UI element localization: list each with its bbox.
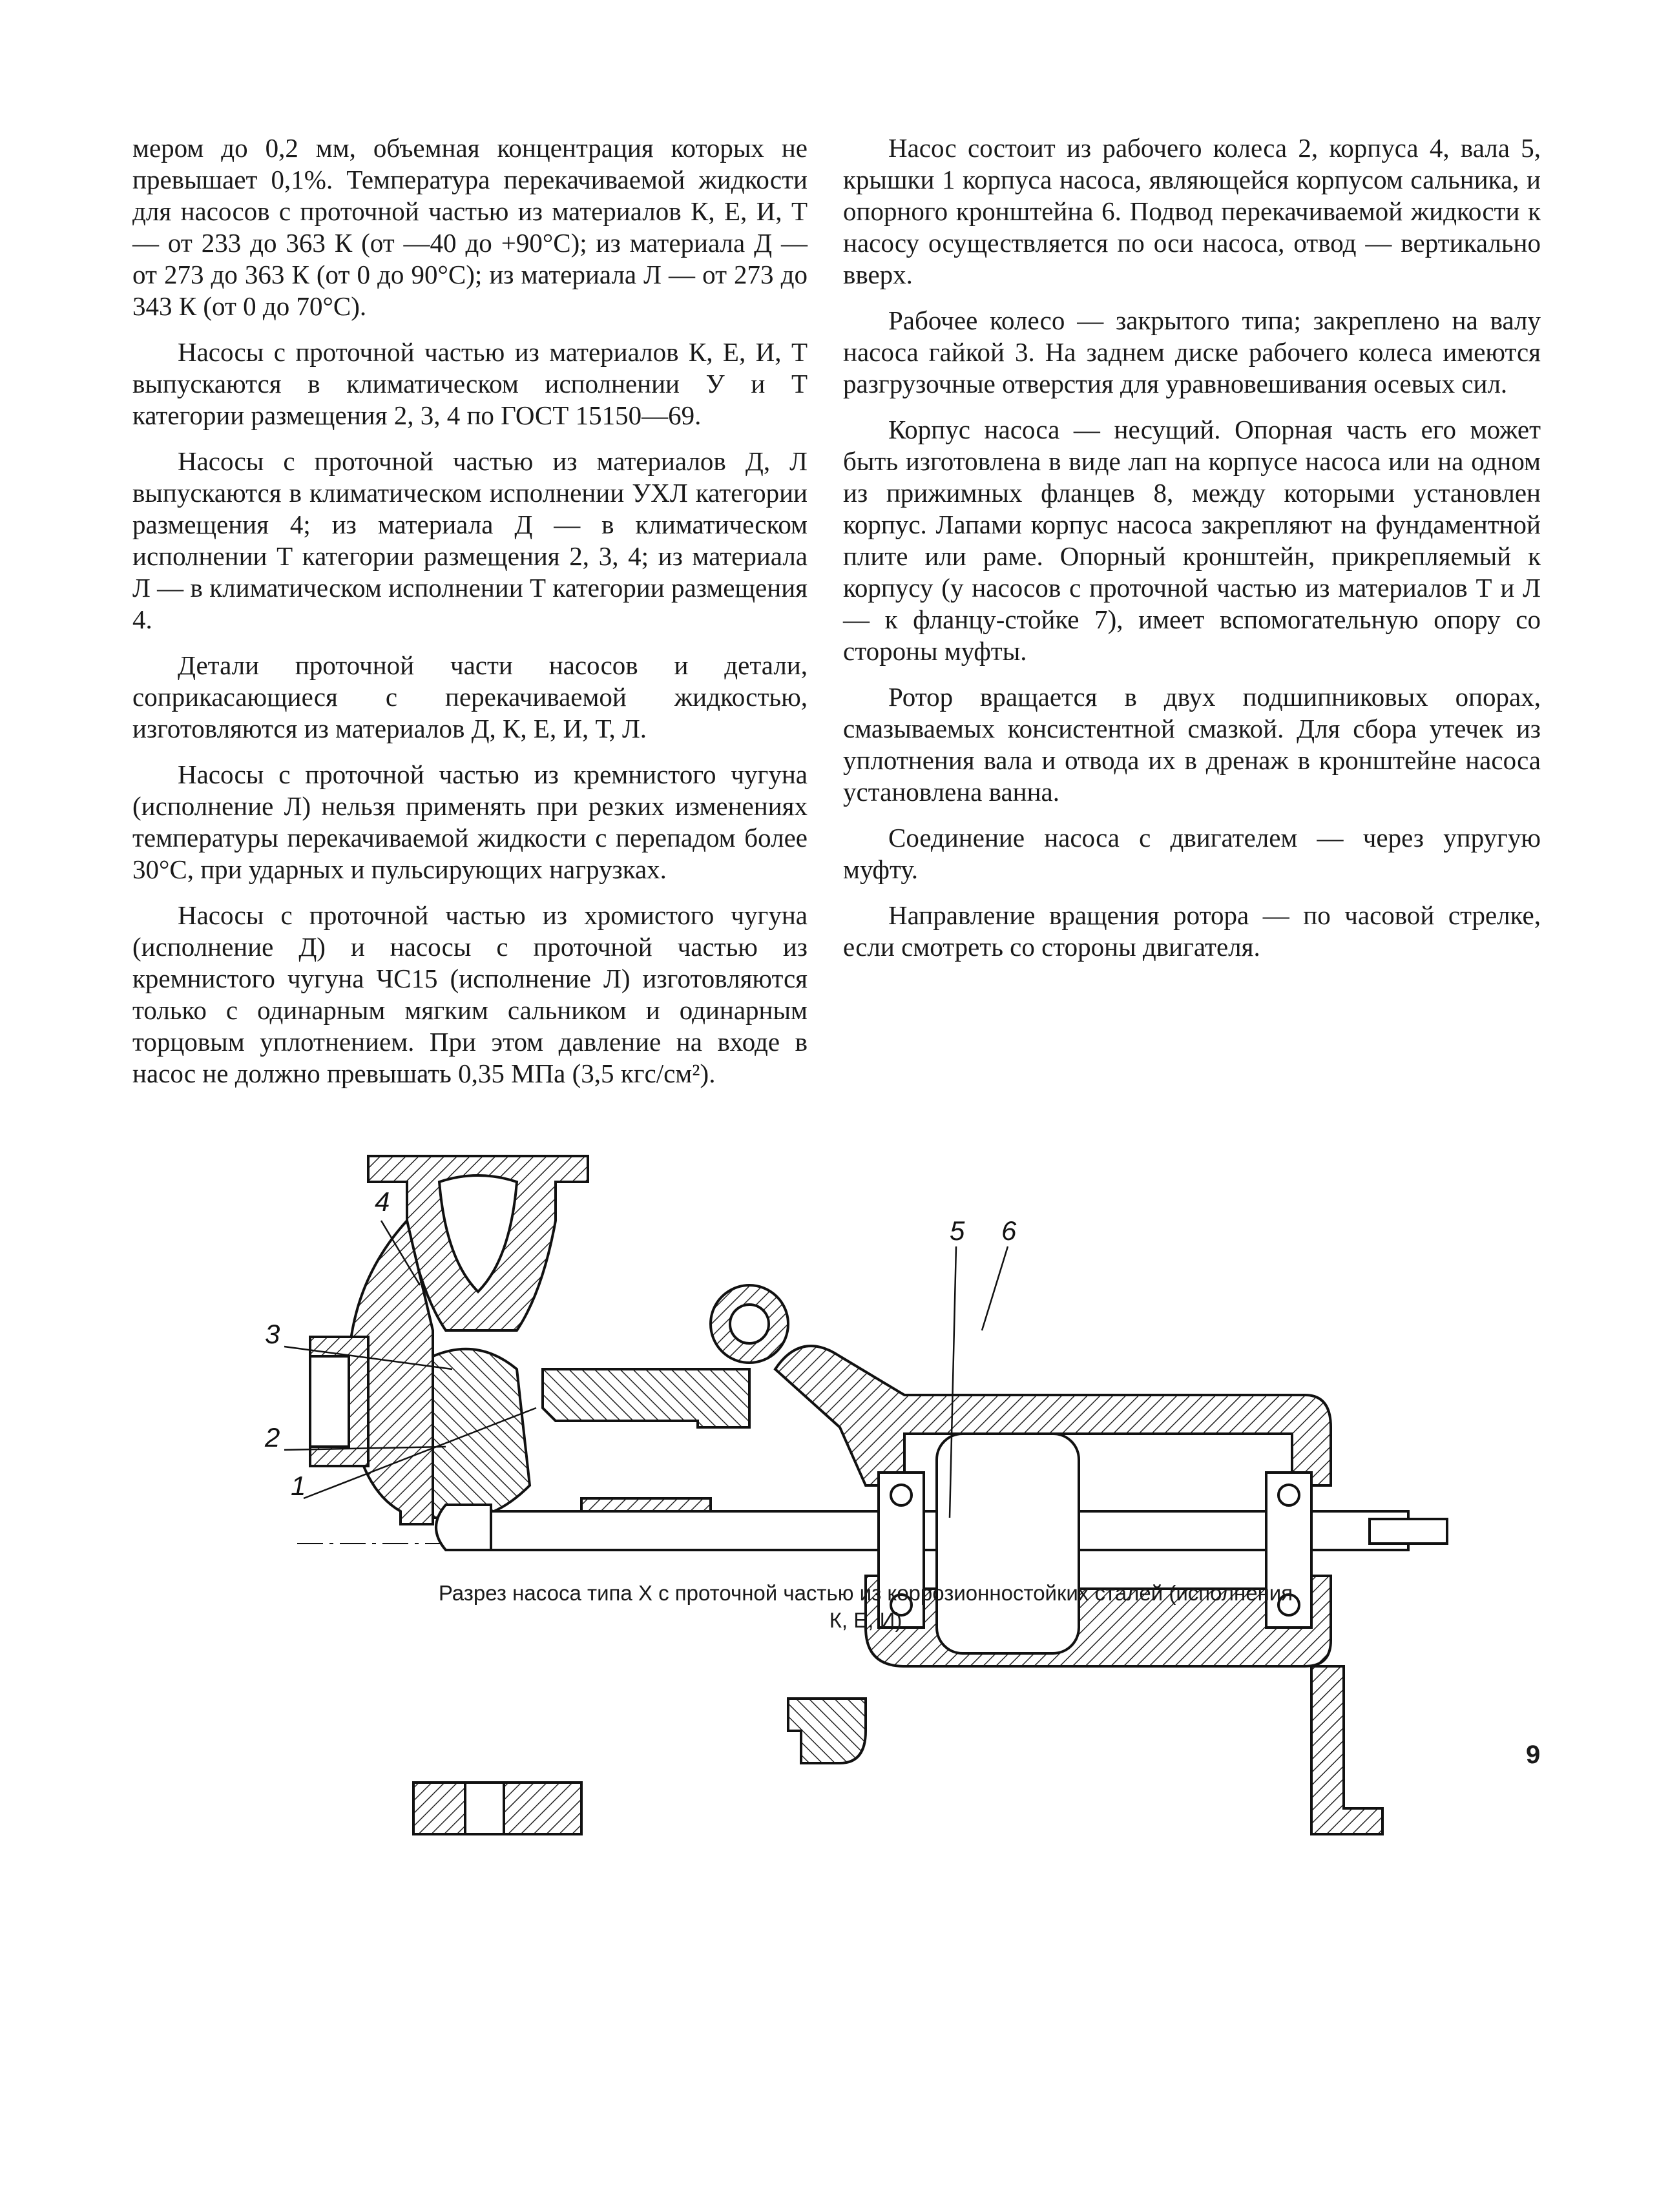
- paragraph: Насосы с проточной частью из материалов К, Е, И, Т выпускаются в климатическом исполнении У и Т категории размещения 2, 3, 4 по ГОСТ 15150—69.: [132, 337, 808, 430]
- page-number: 9: [1526, 1741, 1541, 1769]
- paragraph: Ротор вращается в двух подшипниковых опорах, смазываемых консистентной смазкой. Для сбора утечек из уплотнения вала и отвода их в дренаж в кронштейне насоса установлена ванна.: [843, 682, 1541, 807]
- callout-2: 2: [265, 1422, 280, 1452]
- paragraph: Насосы с проточной частью из материалов Д, Л выпускаются в климатическом исполнении УХЛ категории размещения 4; из материала Д — в климатическом исполнении Т категории размещения 2, 3, 4; из материала Л — в климатическом исполнении Т категории размещения 4.: [132, 446, 808, 634]
- paragraph: Детали проточной части насосов и детали, соприкасающиеся с перекачиваемой жидкостью, изготовляются из материалов Д, К, Е, И, Т, Л.: [132, 650, 808, 743]
- callout-6: 6: [1001, 1215, 1017, 1246]
- caption-line-1: Разрез насоса типа Х с проточной частью из коррозионностойких сталей (исполнения: [438, 1581, 1293, 1605]
- paragraph: Рабочее колесо — закрытого типа; закреплено на валу насоса гайкой 3. На заднем диске рабочего колеса имеются разгрузочные отверстия для уравновешивания осевых сил.: [843, 305, 1541, 398]
- paragraph: Насос состоит из рабочего колеса 2, корпуса 4, вала 5, крышки 1 корпуса насоса, являющейся корпусом сальника, и опорного кронштейна 6. Подвод перекачиваемой жидкости к насосу осуществляется по оси насоса, отвод — вертикально вверх.: [843, 133, 1541, 289]
- callout-1: 1: [291, 1471, 306, 1501]
- callout-5: 5: [950, 1215, 965, 1246]
- paragraph: Корпус насоса — несущий. Опорная часть его может быть изготовлена в виде лап на корпусе насоса или на одном из прижимных фланцев 8, между которыми установлен корпус. Лапами корпус насоса закрепляют на фундаментной плите или раме. Опорный кронштейн, прикрепляемый к корпусу (у насосов с проточной частью из материалов Т и Л — к фланцу-стойке 7), имеет вспомогательную опору со стороны муфты.: [843, 415, 1541, 666]
- paragraph: Насосы с проточной частью из кремнистого чугуна (исполнение Л) нельзя применять при резких изменениях температуры перекачиваемой жидкости с перепадом более 30°С, при ударных и пульсирующих нагрузках.: [132, 760, 808, 884]
- figure-caption: [278, 1580, 1454, 1634]
- paragraph: Насосы с проточной частью из хромистого чугуна (исполнение Д) и насосы с проточной частью из кремнистого чугуна ЧС15 (исполнение Л) изготовляются только с одинарным мягким сальником и одинарным торцовым уплотнением. При этом давление на входе в насос не должно превышать 0,35 МПа (3,5 кгс/см²).: [132, 900, 808, 1088]
- callout-4: 4: [375, 1186, 390, 1217]
- paragraph: Направление вращения ротора — по часовой стрелке, если смотреть со стороны двигателя.: [843, 900, 1541, 962]
- paragraph: Соединение насоса с двигателем — через упругую муфту.: [843, 823, 1541, 884]
- caption-line-2: К, Е, И): [829, 1608, 902, 1632]
- right-text-column: [843, 132, 1541, 977]
- left-text-column: [132, 132, 808, 1104]
- callout-3: 3: [265, 1319, 280, 1349]
- pump-cross-section-drawing: [265, 1124, 1454, 1550]
- paragraph: мером до 0,2 мм, объемная концентрация которых не превышает 0,1%. Температура перекачиваемой жидкости для насосов с проточной частью из материалов К, Е, И, Т — от 233 до 363 К (от —40 до +90°С); из материала Д — от 273 до 363 К (от 0 до 90°С); из материала Л — от 273 до 343 К (от 0 до 70°С).: [132, 133, 808, 321]
